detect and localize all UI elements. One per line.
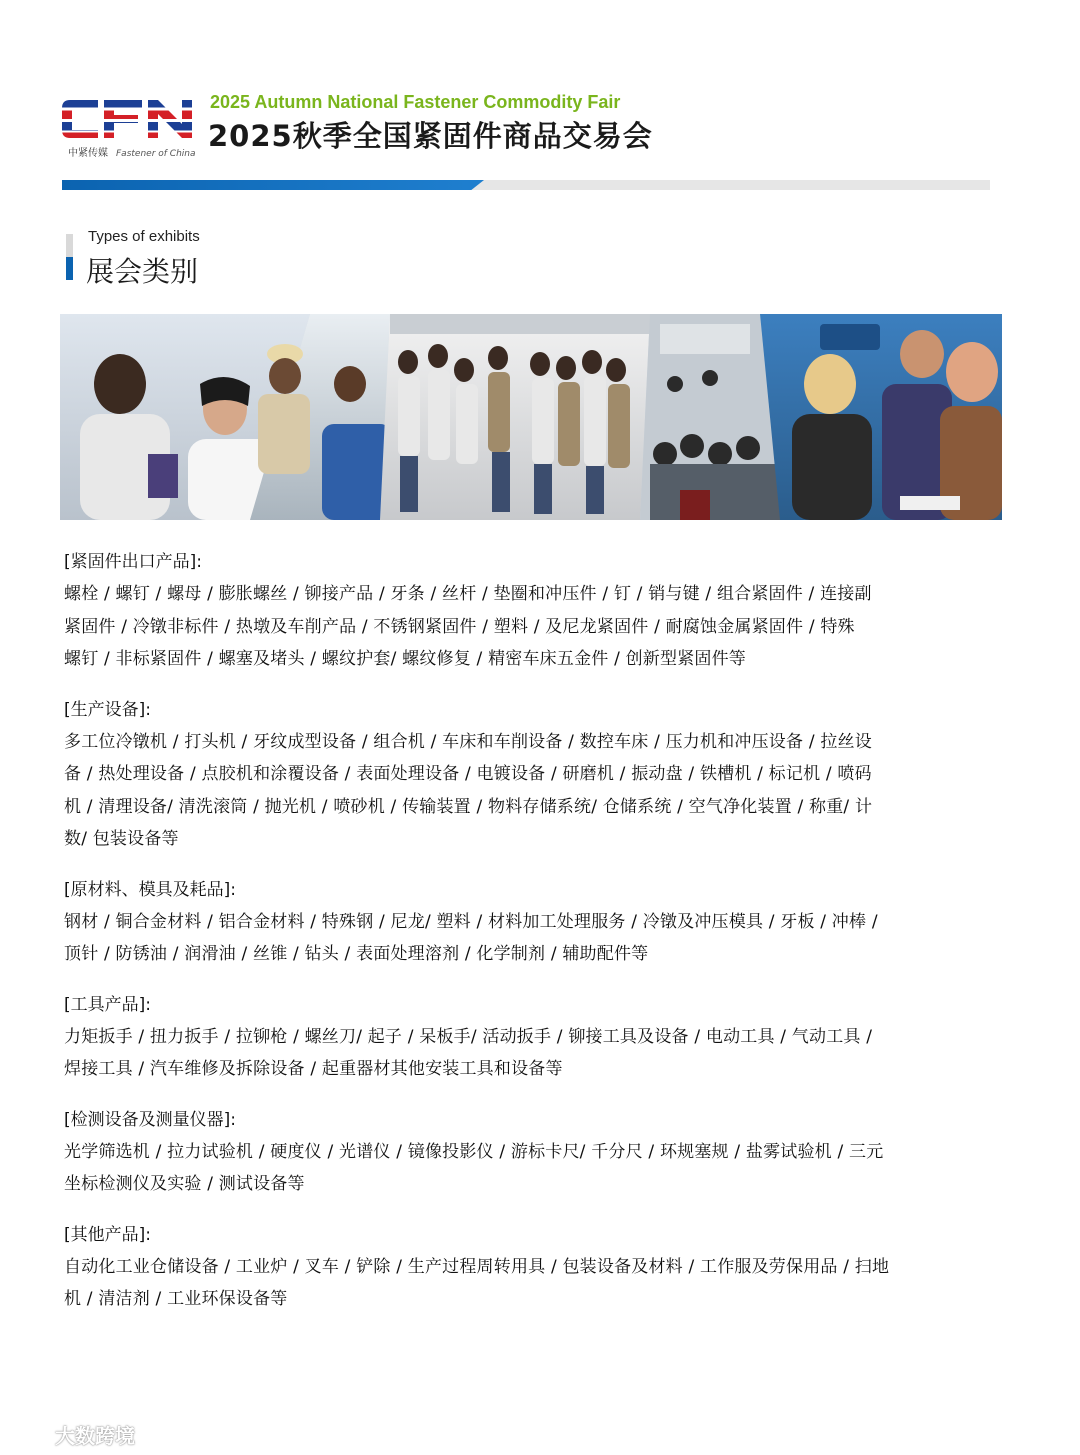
category-text: 自动化工业仓储设备 / 工业炉 / 叉车 / 铲除 / 生产过程周转用具 / 包装设备及材料 / 工作服及劳保用品 / 扫地 xyxy=(64,1256,890,1277)
category-export-fasteners xyxy=(64,546,1024,676)
fair-title-en: 2025 Autumn National Fastener Commodity Fair xyxy=(210,92,621,112)
category-text: 光学筛选机 / 拉力试验机 / 硬度仪 / 光谱仪 / 镜像投影仪 / 游标卡尺/ 千分尺 / 环规塞规 / 盐雾试验机 / 三元 xyxy=(64,1141,884,1162)
watermark xyxy=(8,1420,135,1449)
category-title: [紧固件出口产品]: xyxy=(64,552,202,572)
header-divider-accent xyxy=(62,180,484,190)
category-text: 螺钉 / 非标紧固件 / 螺塞及堵头 / 螺纹护套/ 螺纹修复 / 精密车床五金件 / 创新型紧固件等 xyxy=(64,649,747,669)
category-text: 多工位冷镦机 / 打头机 / 牙纹成型设备 / 组合机 / 车床和车削设备 / 数控车床 / 压力机和冲压设备 / 拉丝设 xyxy=(64,731,872,752)
category-production-equipment xyxy=(64,694,1024,856)
category-text: 螺栓 / 螺钉 / 螺母 / 膨胀螺丝 / 铆接产品 / 牙条 / 丝杆 / 垫圈和冲压件 / 钉 / 销与键 / 组合紧固件 / 连接副 xyxy=(64,584,872,604)
exhibit-categories xyxy=(64,546,1024,1334)
category-text: 数/ 包装设备等 xyxy=(64,829,179,849)
category-tools xyxy=(64,989,1024,1086)
page-header xyxy=(58,88,1018,158)
section-title-zh: 展会类别 xyxy=(86,255,199,288)
watermark-text: 大数跨境 xyxy=(54,1424,135,1448)
section-title-en: Types of exhibits xyxy=(88,228,200,245)
category-title: [检测设备及测量仪器]: xyxy=(64,1109,236,1130)
category-text: 钢材 / 铜合金材料 / 铝合金材料 / 特殊钢 / 尼龙/ 塑料 / 材料加工处理服务 / 冷镦及冲压模具 / 牙板 / 冲棒 / xyxy=(64,911,878,932)
category-title: [其他产品]: xyxy=(64,1224,151,1245)
category-text: 紧固件 / 冷镦非标件 / 热墩及车削产品 / 不锈钢紧固件 / 塑料 / 及尼龙紧固件 / 耐腐蚀金属紧固件 / 特殊 xyxy=(64,616,855,637)
category-title: [工具产品]: xyxy=(64,994,151,1015)
category-text: 备 / 热处理设备 / 点胶机和涂覆设备 / 表面处理设备 / 电镀设备 / 研磨机 / 振动盘 / 铁槽机 / 标记机 / 喷码 xyxy=(64,764,872,784)
category-other-products xyxy=(64,1219,1024,1316)
category-text: 坐标检测仪及实验 / 测试设备等 xyxy=(64,1174,305,1194)
collage-image xyxy=(60,314,1002,520)
category-text: 顶针 / 防锈油 / 润滑油 / 丝锥 / 钻头 / 表面处理溶剂 / 化学制剂 / 辅助配件等 xyxy=(64,944,649,964)
section-marker xyxy=(66,234,73,280)
logo-subtitle-zh: 中紧传媒 xyxy=(68,148,108,159)
category-text: 力矩扳手 / 扭力扳手 / 拉铆枪 / 螺丝刀/ 起子 / 呆板手/ 活动扳手 / 铆接工具及设备 / 电动工具 / 气动工具 / xyxy=(64,1026,873,1047)
category-text: 机 / 清洁剂 / 工业环保设备等 xyxy=(64,1289,288,1309)
logo-subtitle xyxy=(68,144,196,159)
category-title: [生产设备]: xyxy=(64,699,151,720)
watermark-logo-icon xyxy=(8,1427,48,1449)
cfn-logo xyxy=(58,92,198,152)
category-testing-equipment xyxy=(64,1104,1024,1201)
fair-title-zh: 2025秋季全国紧固件商品交易会 xyxy=(208,119,653,153)
section-heading xyxy=(66,228,366,288)
exhibition-photo-collage xyxy=(60,314,1002,520)
header-divider-bar xyxy=(62,180,990,190)
category-title: [原材料、模具及耗品]: xyxy=(64,879,236,900)
category-text: 焊接工具 / 汽车维修及拆除设备 / 起重器材其他安装工具和设备等 xyxy=(64,1059,563,1079)
logo-subtitle-en: Fastener of China xyxy=(116,149,196,159)
category-raw-materials xyxy=(64,874,1024,971)
category-text: 机 / 清理设备/ 清洗滚筒 / 抛光机 / 喷砂机 / 传输装置 / 物料存储系统/ 仓储系统 / 空气净化装置 / 称重/ 计 xyxy=(64,796,873,817)
